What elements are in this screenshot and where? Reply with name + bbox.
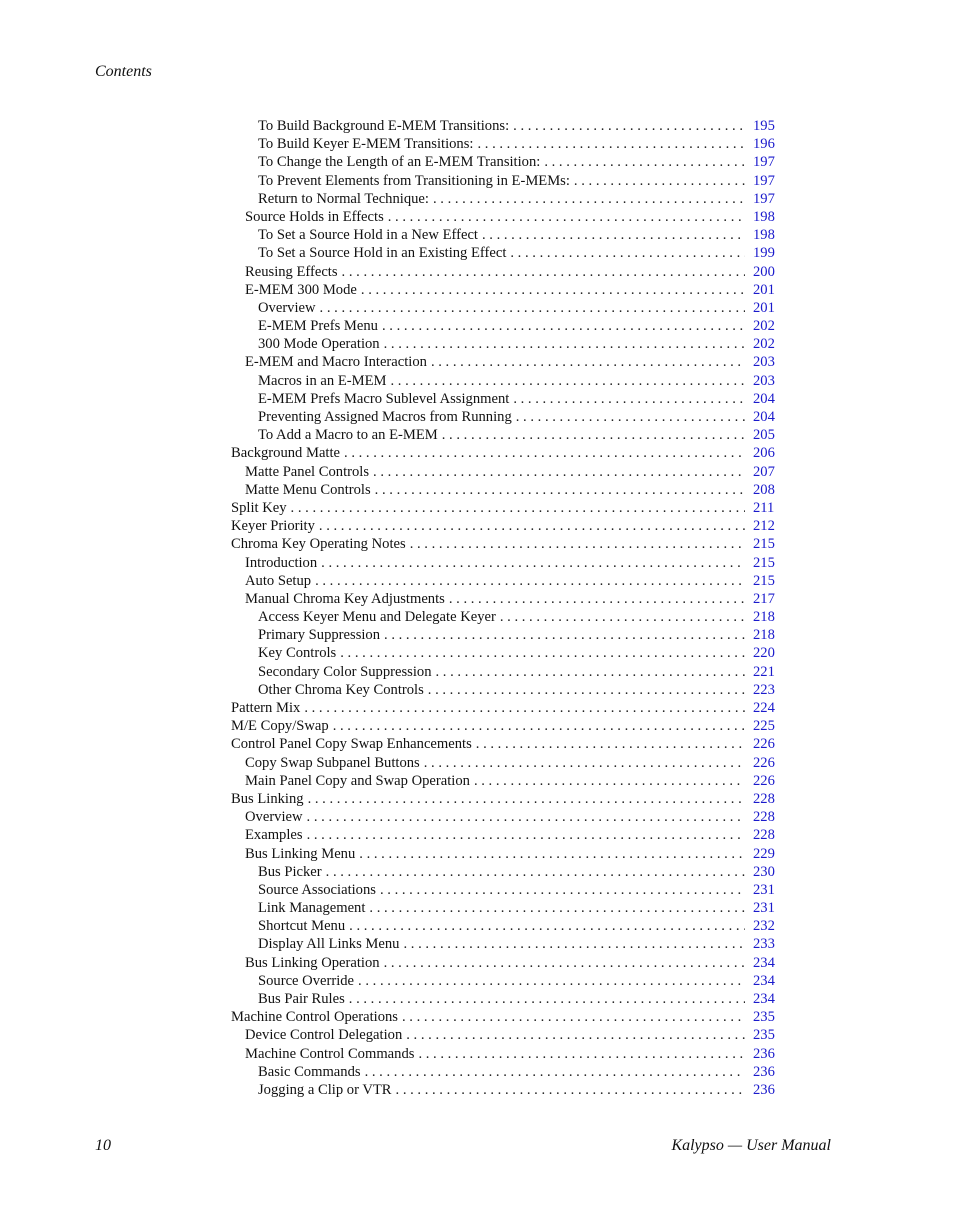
toc-page-link[interactable]: 197 [753,190,775,207]
toc-page-link[interactable]: 232 [753,918,775,935]
toc-entry[interactable] [231,663,778,681]
toc-page-link[interactable]: 218 [753,627,775,644]
toc-entry[interactable] [231,1026,778,1044]
toc-page-link[interactable]: 234 [753,954,775,971]
toc-entry[interactable] [231,372,778,390]
dot-leader [513,117,745,135]
dot-leader [396,1081,745,1099]
dot-leader [431,353,745,371]
toc-entry-title: Preventing Assigned Macros from Running [258,409,512,425]
toc-entry-title: Other Chroma Key Controls [258,681,424,698]
toc-entry-title: Macros in an E-MEM [258,372,387,389]
toc-entry-title: Source Holds in Effects [245,208,384,225]
toc-entry-title: Overview [258,299,316,316]
page-number: 10 [95,1137,111,1154]
toc-entry[interactable] [231,917,778,935]
toc-entry-title: Main Panel Copy and Swap Operation [245,772,470,789]
toc-entry-title: E-MEM Prefs Macro Sublevel Assignment [258,390,510,407]
toc-page-link[interactable]: 199 [753,245,775,262]
dot-leader [320,299,745,317]
toc-page-link[interactable]: 215 [753,554,775,571]
dot-leader [349,990,745,1008]
dot-leader [384,954,745,972]
toc-entry[interactable] [231,608,778,626]
toc-entry-title: Chroma Key Operating Notes [231,536,406,553]
toc-entry[interactable] [231,499,778,517]
toc-entry-title: Matte Panel Controls [245,463,370,480]
toc-entry-title: Display All Links Menu [258,936,400,953]
toc-page-link[interactable]: 228 [753,827,775,844]
toc-entry[interactable] [231,335,778,353]
toc-entry-title: Bus Picker [258,863,322,880]
toc-entry-title: Access Keyer Menu and Delegate Keyer [258,609,496,626]
toc-entry-title: Reusing Effects [245,263,338,280]
dot-leader [365,1063,745,1081]
toc-page-link[interactable]: 205 [753,427,775,444]
toc-entry-title: E-MEM Prefs Menu [258,318,378,335]
toc-page-link[interactable]: 217 [753,590,775,607]
toc-entry[interactable] [231,299,778,317]
dot-leader [344,444,745,462]
dot-leader [308,790,745,808]
toc-page-link[interactable]: 201 [753,299,775,316]
toc-entry[interactable] [231,845,778,863]
toc-entry[interactable] [231,626,778,644]
toc-page-link[interactable]: 236 [753,1063,775,1080]
dot-leader [359,845,745,863]
dot-leader [333,717,745,735]
toc-page-link[interactable]: 236 [753,1045,775,1062]
dot-leader [402,1008,745,1026]
toc-page-link[interactable]: 234 [753,991,775,1007]
dot-leader [516,408,745,426]
dot-leader [410,535,745,553]
toc-entry[interactable] [231,863,778,881]
toc-entry[interactable] [231,117,778,135]
toc-entry-title: To Set a Source Hold in an Existing Effect [258,245,507,262]
toc-entry[interactable] [231,244,778,262]
dot-leader [510,244,745,262]
dot-leader [375,481,745,499]
toc-page-link[interactable]: 215 [753,572,775,589]
toc-entry[interactable] [231,881,778,899]
dot-leader [319,517,745,535]
toc-page-link[interactable]: 201 [753,281,775,298]
toc-entry-title: Source Override [258,972,355,989]
toc-page-link[interactable]: 203 [753,354,775,371]
toc-entry[interactable] [231,644,778,662]
dot-leader [349,917,745,935]
toc-entry[interactable] [231,826,778,844]
toc-entry[interactable] [231,990,778,1008]
toc-page-link[interactable]: 233 [753,936,775,953]
toc-entry[interactable] [231,444,778,462]
toc-entry[interactable] [231,699,778,717]
toc-entry-title: Return to Normal Technique: [258,190,429,207]
toc-entry-title: To Add a Macro to an E-MEM [258,427,438,444]
toc-entry[interactable] [231,954,778,972]
dot-leader [361,281,745,299]
toc-entry[interactable] [231,481,778,499]
dot-leader [477,135,745,153]
dot-leader [436,663,746,681]
toc-entry-title: Pattern Mix [231,700,301,716]
toc-entry[interactable] [231,190,778,208]
toc-page-link[interactable]: 206 [753,445,775,462]
toc-entry-title: Examples [245,827,303,844]
dot-leader [291,499,745,517]
toc-page-link[interactable]: 215 [753,536,775,553]
toc-entry[interactable] [231,899,778,917]
toc-entry[interactable] [231,808,778,826]
dot-leader [428,681,745,699]
toc-page-link[interactable]: 221 [753,663,775,680]
toc-page-link[interactable]: 226 [753,754,775,771]
toc-page-link[interactable]: 202 [753,336,775,353]
toc-entry-title: Jogging a Clip or VTR [258,1081,392,1098]
toc-entry[interactable] [231,535,778,553]
dot-leader [304,699,745,717]
table-of-contents [231,117,778,1099]
toc-page-link[interactable]: 200 [753,263,775,280]
manual-title: Kalypso — User Manual [671,1137,831,1154]
toc-entry-title: Overview [245,809,303,826]
dot-leader [476,735,745,753]
toc-entry[interactable] [231,408,778,426]
toc-entry[interactable] [231,317,778,335]
toc-entry[interactable] [231,590,778,608]
dot-leader [390,372,745,390]
dot-leader [382,317,745,335]
toc-page-link[interactable]: 207 [753,463,775,480]
toc-entry-title: Bus Linking Operation [245,954,380,971]
toc-page-link[interactable]: 198 [753,227,775,244]
dot-leader [433,190,745,208]
toc-entry-title: Keyer Priority [231,518,315,535]
toc-entry[interactable] [231,208,778,226]
dot-leader [388,208,745,226]
toc-entry-title: Key Controls [258,645,337,662]
dot-leader [373,463,745,481]
toc-entry-title: To Prevent Elements from Transitioning in E-MEMs: [258,172,570,189]
toc-entry[interactable] [231,426,778,444]
toc-page-link[interactable]: 226 [753,736,775,753]
dot-leader [449,590,745,608]
dot-leader [307,826,745,844]
toc-entry[interactable] [231,1063,778,1081]
toc-entry-title: Introduction [245,554,318,571]
dot-leader [442,426,745,444]
dot-leader [307,808,745,826]
dot-leader [358,972,745,990]
toc-page-link[interactable]: 234 [753,972,775,989]
dot-leader [500,608,745,626]
toc-page-link[interactable]: 228 [753,790,775,807]
toc-entry-title: M/E Copy/Swap [231,718,329,735]
toc-entry-title: To Build Background E-MEM Transitions: [258,118,510,134]
toc-entry-title: Link Management [258,900,366,917]
toc-entry-title: To Set a Source Hold in a New Effect [258,227,478,244]
toc-entry[interactable] [231,281,778,299]
toc-entry-title: E-MEM and Macro Interaction [245,354,427,371]
toc-page-link[interactable]: 230 [753,863,775,880]
toc-entry-title: Bus Linking Menu [245,845,356,862]
toc-entry-title: To Build Keyer E-MEM Transitions: [258,136,474,153]
dot-leader [424,754,745,772]
toc-entry[interactable] [231,754,778,772]
toc-page-link[interactable]: 224 [753,700,775,716]
dot-leader [369,899,745,917]
dot-leader [384,335,745,353]
toc-entry-title: Control Panel Copy Swap Enhancements [231,736,472,753]
toc-entry-title: Bus Pair Rules [258,991,345,1007]
toc-page-link[interactable]: 223 [753,681,775,698]
toc-entry-title: Manual Chroma Key Adjustments [245,590,445,607]
toc-page-link[interactable]: 197 [753,172,775,189]
toc-page-link[interactable]: 197 [753,154,775,171]
toc-page-link[interactable]: 228 [753,809,775,826]
toc-page-link[interactable]: 229 [753,845,775,862]
toc-entry-title: Shortcut Menu [258,918,346,935]
toc-page-link[interactable]: 202 [753,318,775,335]
dot-leader [544,153,745,171]
toc-page-link[interactable]: 204 [753,390,775,407]
toc-page-link[interactable]: 226 [753,772,775,789]
toc-entry[interactable] [231,463,778,481]
dot-leader [482,226,745,244]
toc-entry[interactable] [231,554,778,572]
toc-entry[interactable] [231,172,778,190]
toc-page-link[interactable]: 225 [753,718,775,735]
toc-page-link[interactable]: 218 [753,609,775,626]
toc-page-link[interactable]: 231 [753,900,775,917]
toc-entry[interactable] [231,135,778,153]
toc-entry[interactable] [231,226,778,244]
toc-entry-title: Secondary Color Suppression [258,663,432,680]
toc-entry[interactable] [231,735,778,753]
dot-leader [474,772,745,790]
toc-page-link[interactable]: 235 [753,1027,775,1044]
toc-entry-title: Primary Suppression [258,627,381,644]
toc-page-link[interactable]: 231 [753,881,775,898]
toc-page-link[interactable]: 198 [753,208,775,225]
toc-entry[interactable] [231,772,778,790]
toc-entry[interactable] [231,390,778,408]
dot-leader [384,626,745,644]
dot-leader [513,390,745,408]
toc-entry-title: Basic Commands [258,1063,361,1080]
toc-entry-title: Bus Linking [231,790,304,807]
toc-entry[interactable] [231,972,778,990]
toc-entry-title: Split Key [231,499,287,516]
toc-entry-title: Auto Setup [245,572,312,589]
toc-entry-title: 300 Mode Operation [258,336,380,353]
toc-entry[interactable] [231,935,778,953]
toc-page-link[interactable]: 204 [753,409,775,425]
toc-entry[interactable] [231,353,778,371]
dot-leader [315,572,745,590]
toc-page-link[interactable]: 195 [753,118,775,134]
toc-page-link[interactable]: 211 [753,499,775,516]
toc-entry-title: Device Control Delegation [245,1027,403,1044]
toc-page-link[interactable]: 196 [753,136,775,153]
dot-leader [403,935,745,953]
toc-entry-title: E-MEM 300 Mode [245,281,357,298]
toc-page-link[interactable]: 236 [753,1081,775,1098]
toc-entry-title: Machine Control Operations [231,1009,398,1026]
toc-entry[interactable] [231,153,778,171]
toc-entry[interactable] [231,717,778,735]
toc-entry-title: Source Associations [258,881,376,898]
toc-entry-title: Machine Control Commands [245,1045,415,1062]
dot-leader [342,263,745,281]
dot-leader [340,644,745,662]
toc-entry-title: Background Matte [231,445,341,462]
toc-entry[interactable] [231,1045,778,1063]
toc-page-link[interactable]: 220 [753,645,775,662]
toc-entry-title: To Change the Length of an E-MEM Transition: [258,154,541,171]
toc-entry[interactable] [231,1081,778,1099]
dot-leader [406,1026,745,1044]
toc-entry[interactable] [231,263,778,281]
dot-leader [380,881,745,899]
toc-page-link[interactable]: 203 [753,372,775,389]
toc-entry-title: Copy Swap Subpanel Buttons [245,754,420,771]
toc-entry[interactable] [231,681,778,699]
toc-entry[interactable] [231,572,778,590]
toc-page-link[interactable]: 235 [753,1009,775,1026]
dot-leader [326,863,745,881]
dot-leader [574,172,745,190]
toc-entry[interactable] [231,790,778,808]
toc-entry[interactable] [231,1008,778,1026]
toc-entry-title: Matte Menu Controls [245,481,371,498]
toc-page-link[interactable]: 208 [753,481,775,498]
dot-leader [418,1045,745,1063]
toc-page-link[interactable]: 212 [753,518,775,535]
toc-entry[interactable] [231,517,778,535]
dot-leader [321,554,745,572]
running-header: Contents [95,63,152,80]
